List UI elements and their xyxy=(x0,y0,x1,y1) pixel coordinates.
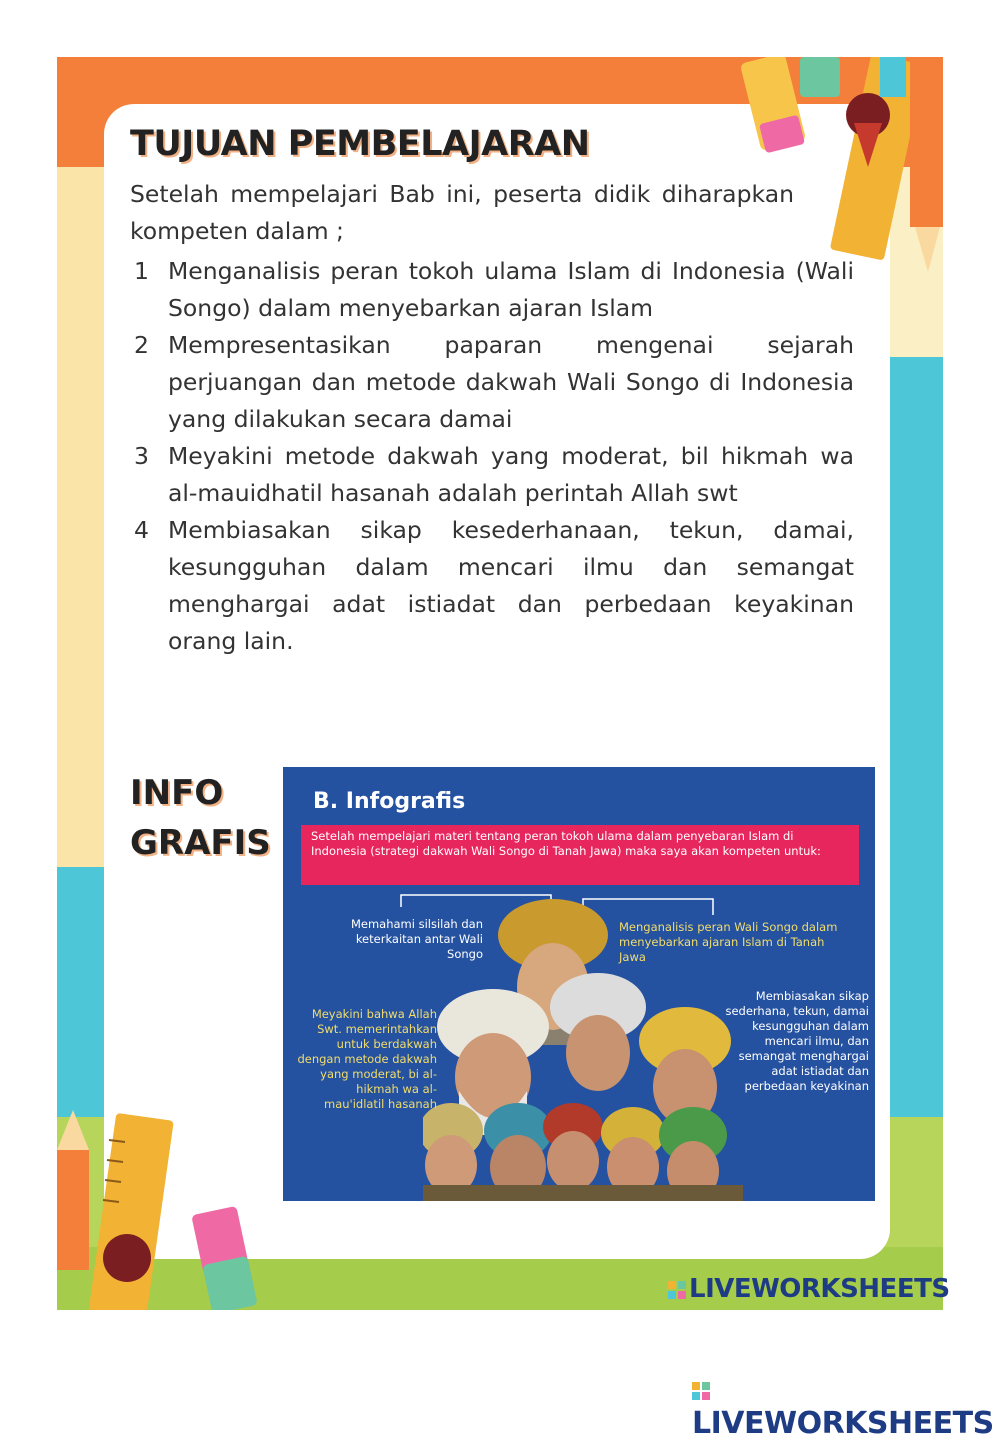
infographic-text-analisis: Menganalisis peran Wali Songo dalam menyebarkan ajaran Islam di Tanah Jawa xyxy=(619,920,838,964)
info-label-line1: INFO xyxy=(130,773,224,813)
info-grafis-label xyxy=(130,768,271,868)
list-text: Mempresentasikan paparan mengenai sejarah perjuangan dan metode dakwah Wali Songo di Indonesia yang dilakukan secara damai xyxy=(168,331,854,433)
infographic-text-silsilah: Memahami silsilah dan keterkaitan antar Wali Songo xyxy=(350,917,483,961)
infographic-image xyxy=(283,767,875,1201)
list-text: Membiasakan sikap kesederhanaan, tekun, damai, kesungguhan dalam mencari ilmu dan semangat menghargai adat istiadat dan perbedaan keyakinan orang lain. xyxy=(168,516,854,655)
liveworksheets-mark-icon xyxy=(692,1382,710,1400)
stationery-bottom-left-icon xyxy=(57,1110,257,1310)
list-item xyxy=(130,438,854,512)
liveworksheets-footer-logo xyxy=(692,1371,1000,1441)
liveworksheets-mark-icon xyxy=(668,1281,686,1299)
info-label-line2: GRAFIS xyxy=(130,823,271,863)
infographic-title: B. Infografis xyxy=(313,789,466,814)
list-number: 1 xyxy=(134,257,149,285)
infographic-text-meyakini: Meyakini bahwa Allah Swt. memerintahkan untuk berdakwah dengan metode dakwah yang moderat, bi al-hikmah wa al-mau'idlatil hasanah xyxy=(297,1007,437,1111)
list-text: Menganalisis peran tokoh ulama Islam di Indonesia (Wali Songo) dalam menyebarkan ajaran Islam xyxy=(168,257,854,322)
infographic-text-membiasakan: Membiasakan sikap sederhana, tekun, damai kesungguhan dalam mencari ilmu, dan semangat menghargai adat istiadat dan perbedaan keyakinan xyxy=(725,989,869,1093)
intro-text: Setelah mempelajari Bab ini, peserta didik diharapkan kompeten dalam ; xyxy=(130,180,794,245)
liveworksheets-text: LIVEWORKSHEETS xyxy=(689,1274,950,1304)
infographic-banner: Setelah mempelajari materi tentang peran tokoh ulama dalam penyebaran Islam di Indonesia (strategi dakwah Wali Songo di Tanah Jawa) maka saya akan kompeten untuk: xyxy=(301,825,859,885)
liveworksheets-footer-text: LIVEWORKSHEETS xyxy=(692,1406,994,1441)
list-number: 3 xyxy=(134,442,149,470)
objectives-list xyxy=(130,253,854,660)
liveworksheets-logo xyxy=(668,1274,950,1304)
list-number: 4 xyxy=(134,516,149,544)
list-item xyxy=(130,253,854,327)
list-number: 2 xyxy=(134,331,149,359)
list-text: Meyakini metode dakwah yang moderat, bil hikmah wa al-mauidhatil hasanah adalah perintah Allah swt xyxy=(168,442,854,507)
page-title: TUJUAN PEMBELAJARAN xyxy=(130,124,590,164)
list-item xyxy=(130,512,854,660)
list-item xyxy=(130,327,854,438)
